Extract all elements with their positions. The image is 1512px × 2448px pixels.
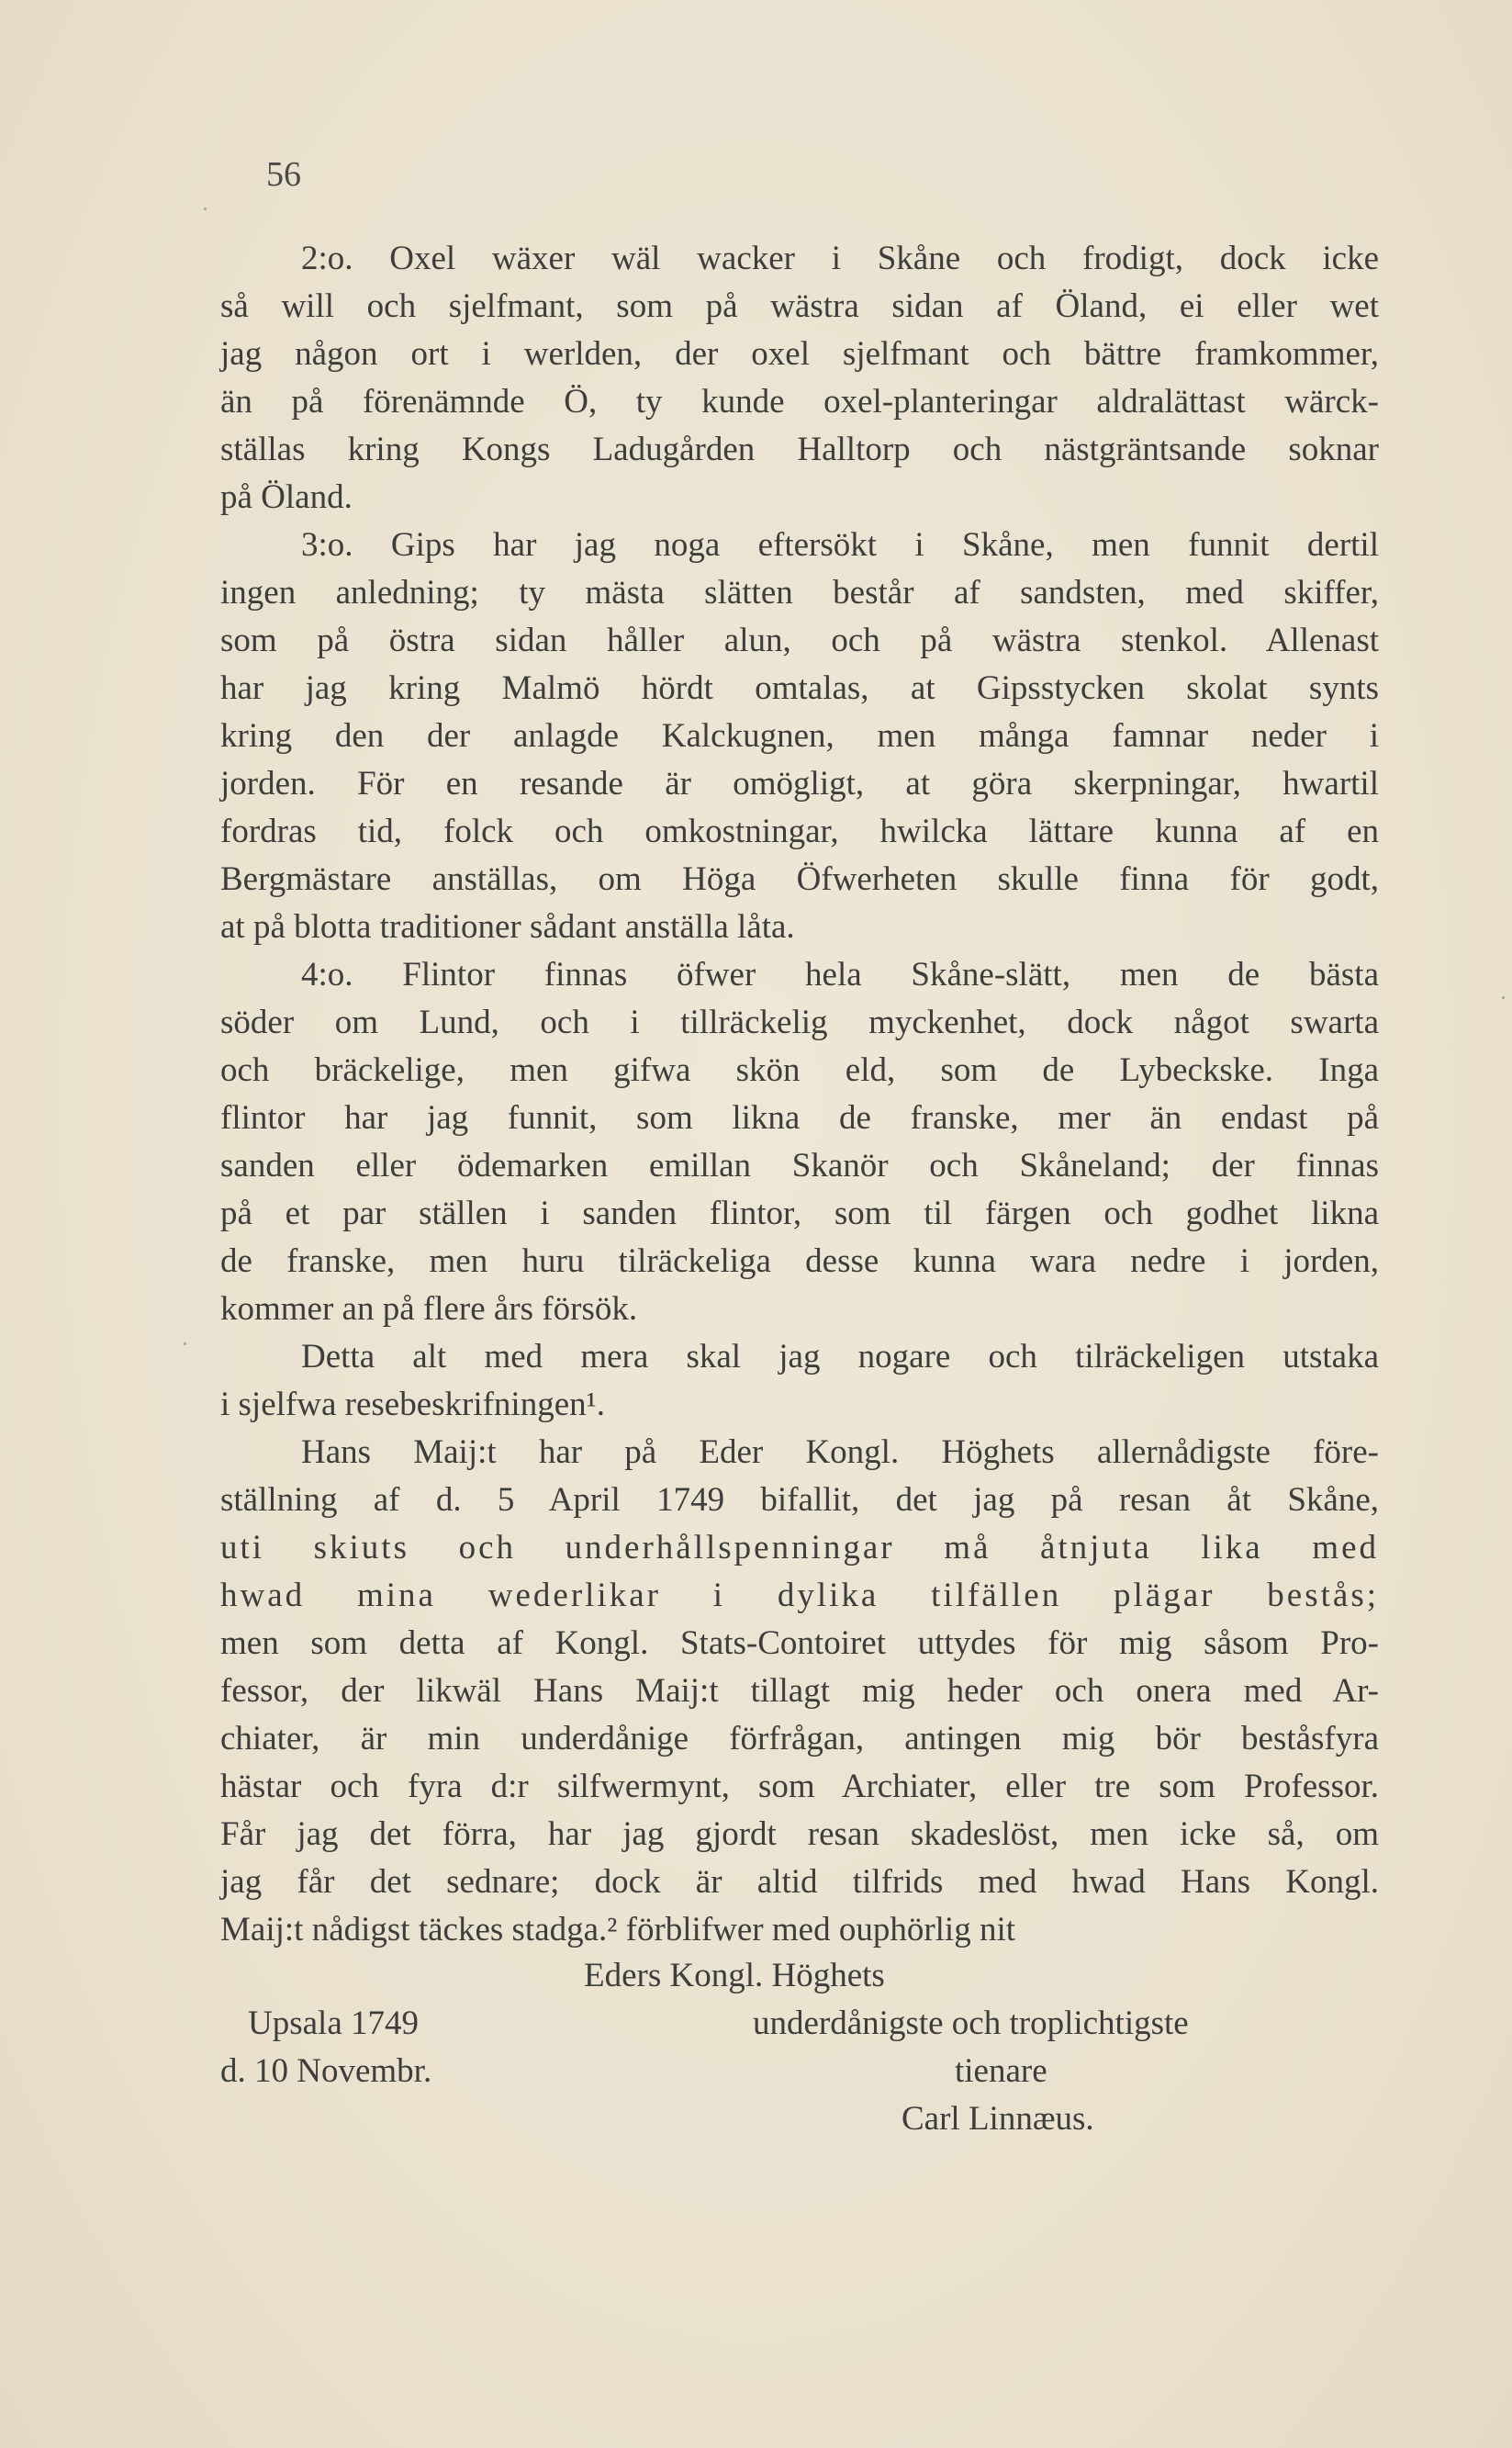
paper-speck [1502,996,1505,999]
text-line: kring den der anlagde Kalckugnen, men många famnar neder i [220,717,1379,755]
body-text [220,235,1379,1954]
text-line: fessor, der likwäl Hans Maij:t tillagt mig heder och onera med Ar- [220,1672,1379,1710]
closing-place-year: Upsala 1749 [248,2004,419,2042]
text-line: Maij:t nådigst täckes stadga.² förblifwer med ouphörlig nit [220,1911,1016,1948]
text-line: så will och sjelfmant, som på wästra sidan af Öland, ei eller wet [220,287,1379,325]
text-line: än på förenämnde Ö, ty kunde oxel-planteringar aldralättast wärck- [220,383,1379,421]
text-line: i sjelfwa resebeskrifningen¹. [220,1386,605,1423]
text-line: jag får det sednare; dock är altid tilfrids med hwad Hans Kongl. [220,1863,1379,1901]
text-line: hästar och fyra d:r silfwermynt, som Archiater, eller tre som Professor. [220,1768,1379,1805]
closing-signature: Carl Linnæus. [902,2100,1094,2138]
text-line: ställning af d. 5 April 1749 bifallit, det jag på resan åt Skåne, [220,1481,1379,1519]
text-line: som på östra sidan håller alun, och på wästra stenkol. Allenast [220,622,1379,659]
text-line: jorden. För en resande är omögligt, at göra skerpningar, hwartil [220,765,1379,803]
text-line: jag någon ort i werlden, der oxel sjelfmant och bättre framkommer, [220,335,1379,373]
text-line: at på blotta traditioner sådant anställa låta. [220,908,795,946]
text-line: flintor har jag funnit, som likna de franske, mer än endast på [220,1099,1379,1137]
text-line: ingen anledning; ty mästa slätten består af sandsten, med skiffer, [220,574,1379,612]
closing-subordinate: underdånigste och troplichtigste [753,2004,1189,2042]
text-line: har jag kring Malmö hördt omtalas, at Gipsstycken skolat synts [220,669,1379,707]
closing-date: d. 10 Novembr. [220,2052,432,2090]
text-line: på et par ställen i sanden flintor, som til färgen och godhet likna [220,1195,1379,1232]
text-line: söder om Lund, och i tillräckelig myckenhet, dock något swarta [220,1004,1379,1041]
text-line: på Öland. [220,478,353,516]
text-line: 4:o. Flintor finnas öfwer hela Skåne-slätt, men de bästa [301,956,1379,994]
text-line: fordras tid, folck och omkostningar, hwilcka lättare kunna af en [220,813,1379,850]
text-line: hwad mina wederlikar i dylika tilfällen plägar bestås; [220,1577,1379,1614]
text-line: 3:o. Gips har jag noga eftersökt i Skåne, men funnit dertil [301,526,1379,564]
text-line: 2:o. Oxel wäxer wäl wacker i Skåne och frodigt, dock icke [301,240,1379,277]
paper-speck [204,208,207,210]
text-line: de franske, men huru tilräckeliga desse kunna wara nedre i jorden, [220,1242,1379,1280]
text-line: Hans Maij:t har på Eder Kongl. Höghets allernådigste före- [301,1433,1379,1471]
text-line: Får jag det förra, har jag gjordt resan skadeslöst, men icke så, om [220,1815,1379,1853]
text-line: och bräckelige, men gifwa skön eld, som de Lybeckske. Inga [220,1051,1379,1089]
text-line: Bergmästare anställas, om Höga Öfwerheten skulle finna för godt, [220,860,1379,898]
text-line: chiater, är min underdånige förfrågan, antingen mig bör beståsfyra [220,1720,1379,1757]
closing-salutation: Eders Kongl. Höghets [584,1957,885,1994]
text-line: kommer an på flere års försök. [220,1290,638,1328]
text-line: sanden eller ödemarken emillan Skanör och Skåneland; der finnas [220,1147,1379,1185]
paper-speck [184,1342,186,1345]
text-line: uti skiuts och underhållspenningar må åtnjuta lika med [220,1529,1379,1566]
page-number: 56 [266,155,301,194]
text-line: Detta alt med mera skal jag nogare och tilräckeligen utstaka [301,1338,1379,1376]
text-line: ställas kring Kongs Ladugården Halltorp och nästgräntsande soknar [220,431,1379,468]
text-line: men som detta af Kongl. Stats-Contoiret uttydes för mig såsom Pro- [220,1624,1379,1662]
closing-servant: tienare [955,2052,1047,2090]
